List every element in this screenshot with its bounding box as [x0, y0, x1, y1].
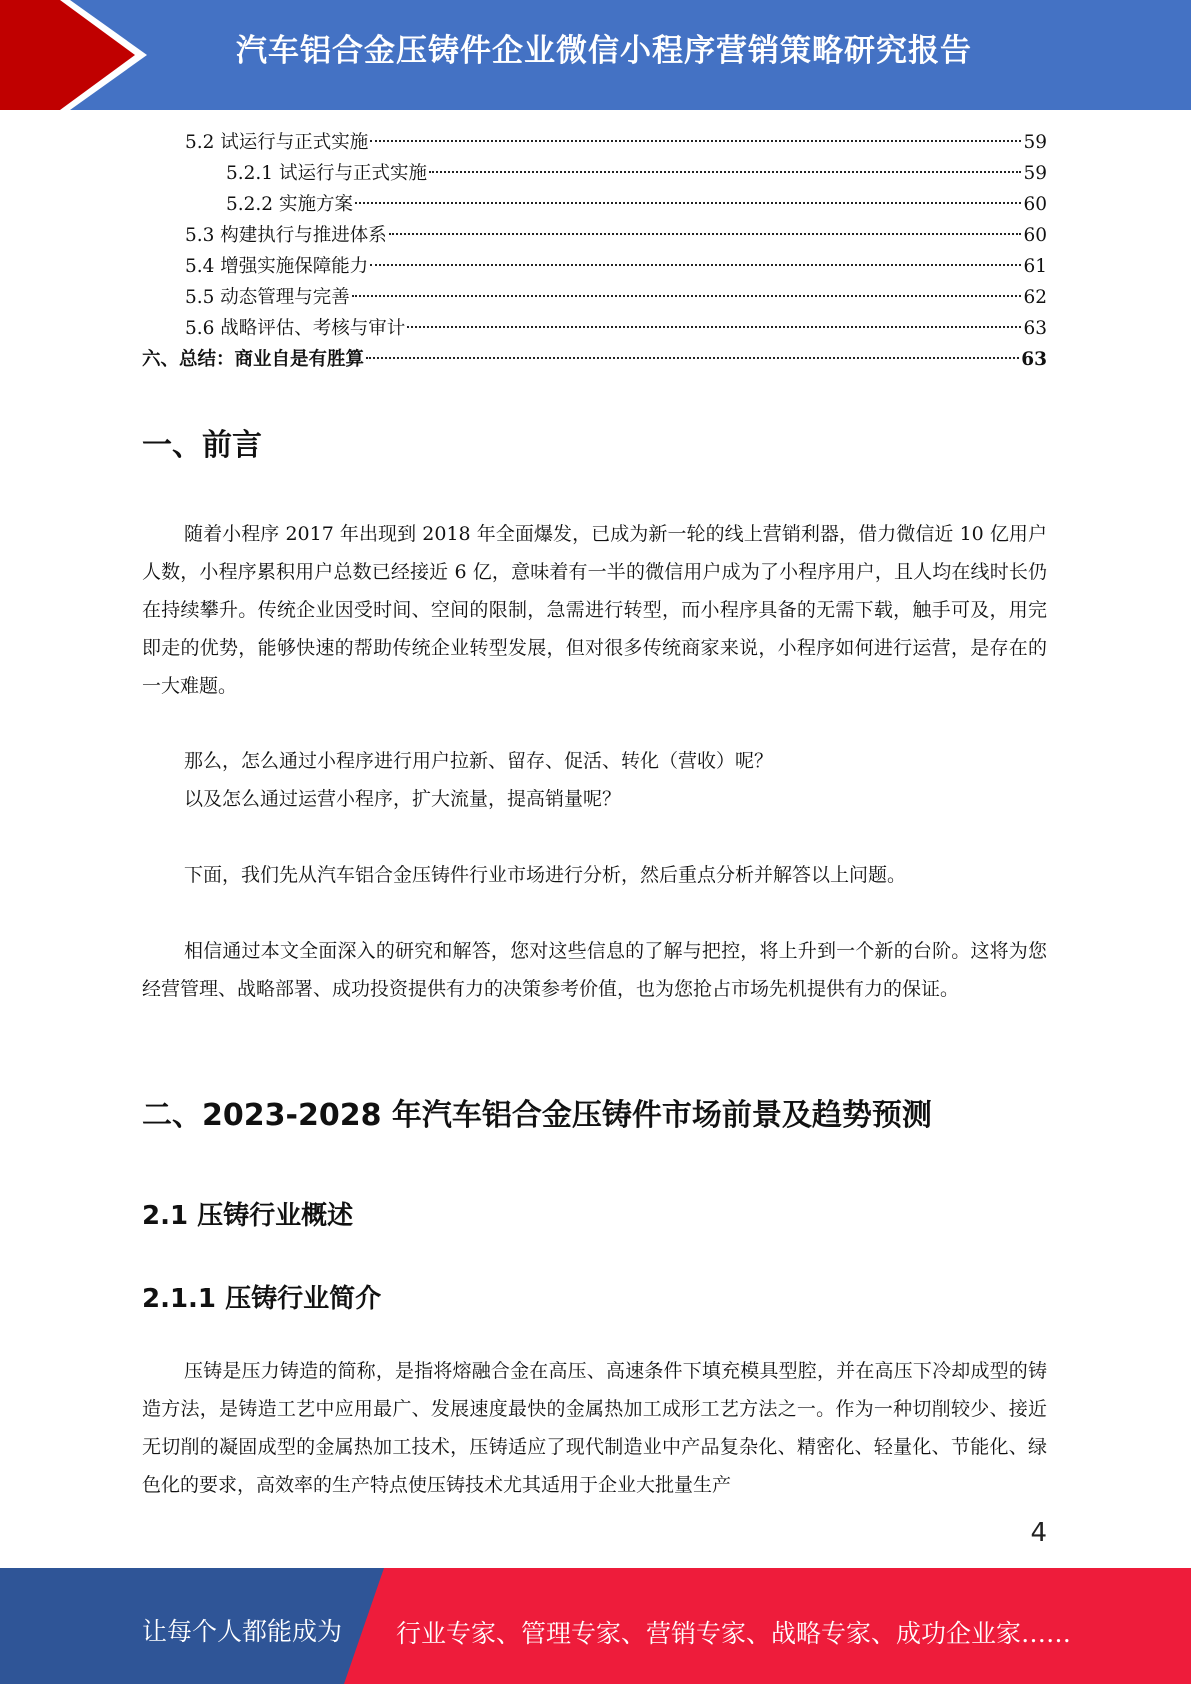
section-heading-market-outlook: 二、2023-2028 年汽车铝合金压铸件市场前景及趋势预测 — [142, 1098, 932, 1133]
toc-item-page: 60 — [1023, 194, 1047, 215]
toc-leader-dots — [407, 326, 1021, 328]
footer-banner — [0, 1568, 1191, 1684]
toc-item-page: 59 — [1023, 132, 1047, 153]
toc-leader-dots — [366, 357, 1019, 359]
toc-item-page: 63 — [1021, 349, 1047, 370]
header-arrow-shape — [0, 0, 160, 110]
report-title: 汽车铝合金压铸件企业微信小程序营销策略研究报告 — [236, 33, 972, 69]
toc-leader-dots — [370, 264, 1021, 266]
toc-item-page: 63 — [1023, 318, 1047, 339]
section-heading-preface: 一、前言 — [142, 428, 262, 463]
subsection-heading: 2.1 压铸行业概述 — [142, 1201, 354, 1231]
toc-item[interactable] — [185, 314, 1047, 344]
toc-item-label: 5.6 战略评估、考核与审计 — [185, 318, 406, 339]
toc-leader-dots — [355, 202, 1022, 204]
toc-item[interactable] — [226, 190, 1047, 220]
toc-leader-dots — [352, 295, 1022, 297]
subsection-heading: 2.1.1 压铸行业简介 — [142, 1284, 382, 1314]
header-banner — [0, 0, 1191, 110]
paragraph: 压铸是压力铸造的简称，是指将熔融合金在高压、高速条件下填充模具型腔，并在高压下冷却成型的铸造方法，是铸造工艺中应用最广、发展速度最快的金属热加工成形工艺方法之一。作为一种切削较少、接近无切削的凝固成型的金属热加工技术，压铸适应了现代制造业中产品复杂化、精密化、轻量化、节能化、绿色化的要求，高效率的生产特点使压铸技术尤其适用于企业大批量生产 — [142, 1360, 1047, 1496]
toc-item[interactable] — [185, 252, 1047, 282]
toc-leader-dots — [370, 140, 1021, 142]
toc-item-label: 5.5 动态管理与完善 — [185, 287, 350, 308]
toc-item-page: 62 — [1023, 287, 1047, 308]
toc-item-label: 5.2.2 实施方案 — [226, 194, 353, 215]
paragraph: 相信通过本文全面深入的研究和解答，您对这些信息的了解与把控，将上升到一个新的台阶。这将为您经营管理、战略部署、成功投资提供有力的决策参考价值，也为您抢占市场先机提供有力的保证。 — [142, 940, 1047, 1000]
page-number: 4 — [1030, 1518, 1047, 1548]
paragraph: 随着小程序 2017 年出现到 2018 年全面爆发，已成为新一轮的线上营销利器，借力微信近 10 亿用户人数，小程序累积用户总数已经接近 6 亿，意味着有一半的微信用户成为了小程序用户，且人均在线时长仍在持续攀升。传统企业因受时间、空间的限制，急需进行转型，而小程序具备的无需下载，触手可及，用完即走的优势，能够快速的帮助传统企业转型发展，但对很多传统商家来说，小程序如何进行运营，是存在的一大难题。 — [142, 523, 1047, 697]
toc-item-label: 5.2.1 试运行与正式实施 — [226, 163, 427, 184]
toc-leader-dots — [389, 233, 1022, 235]
toc-item-label: 六、总结：商业自是有胜算 — [142, 349, 365, 370]
paragraph-question: 那么，怎么通过小程序进行用户拉新、留存、促活、转化（营收）呢？ — [184, 750, 774, 772]
toc-item-label: 5.3 构建执行与推进体系 — [185, 225, 387, 246]
toc-item-page: 61 — [1023, 256, 1047, 277]
toc-item[interactable] — [185, 128, 1047, 158]
toc-item[interactable] — [226, 159, 1047, 189]
paragraph-question: 以及怎么通过运营小程序，扩大流量，提高销量呢？ — [184, 788, 622, 810]
toc-item-label: 5.4 增强实施保障能力 — [185, 256, 369, 277]
toc-item-page: 60 — [1023, 225, 1047, 246]
footer-slogan-right: 行业专家、管理专家、营销专家、战略专家、成功企业家…… — [396, 1619, 1072, 1648]
toc-item[interactable] — [142, 345, 1047, 375]
toc-item-page: 59 — [1023, 163, 1047, 184]
toc-item-label: 5.2 试运行与正式实施 — [185, 132, 369, 153]
footer-slogan-left: 让每个人都能成为 — [142, 1617, 343, 1646]
toc-leader-dots — [429, 171, 1021, 173]
toc-item[interactable] — [185, 221, 1047, 251]
toc-item[interactable] — [185, 283, 1047, 313]
paragraph: 下面，我们先从汽车铝合金压铸件行业市场进行分析，然后重点分析并解答以上问题。 — [184, 864, 907, 886]
